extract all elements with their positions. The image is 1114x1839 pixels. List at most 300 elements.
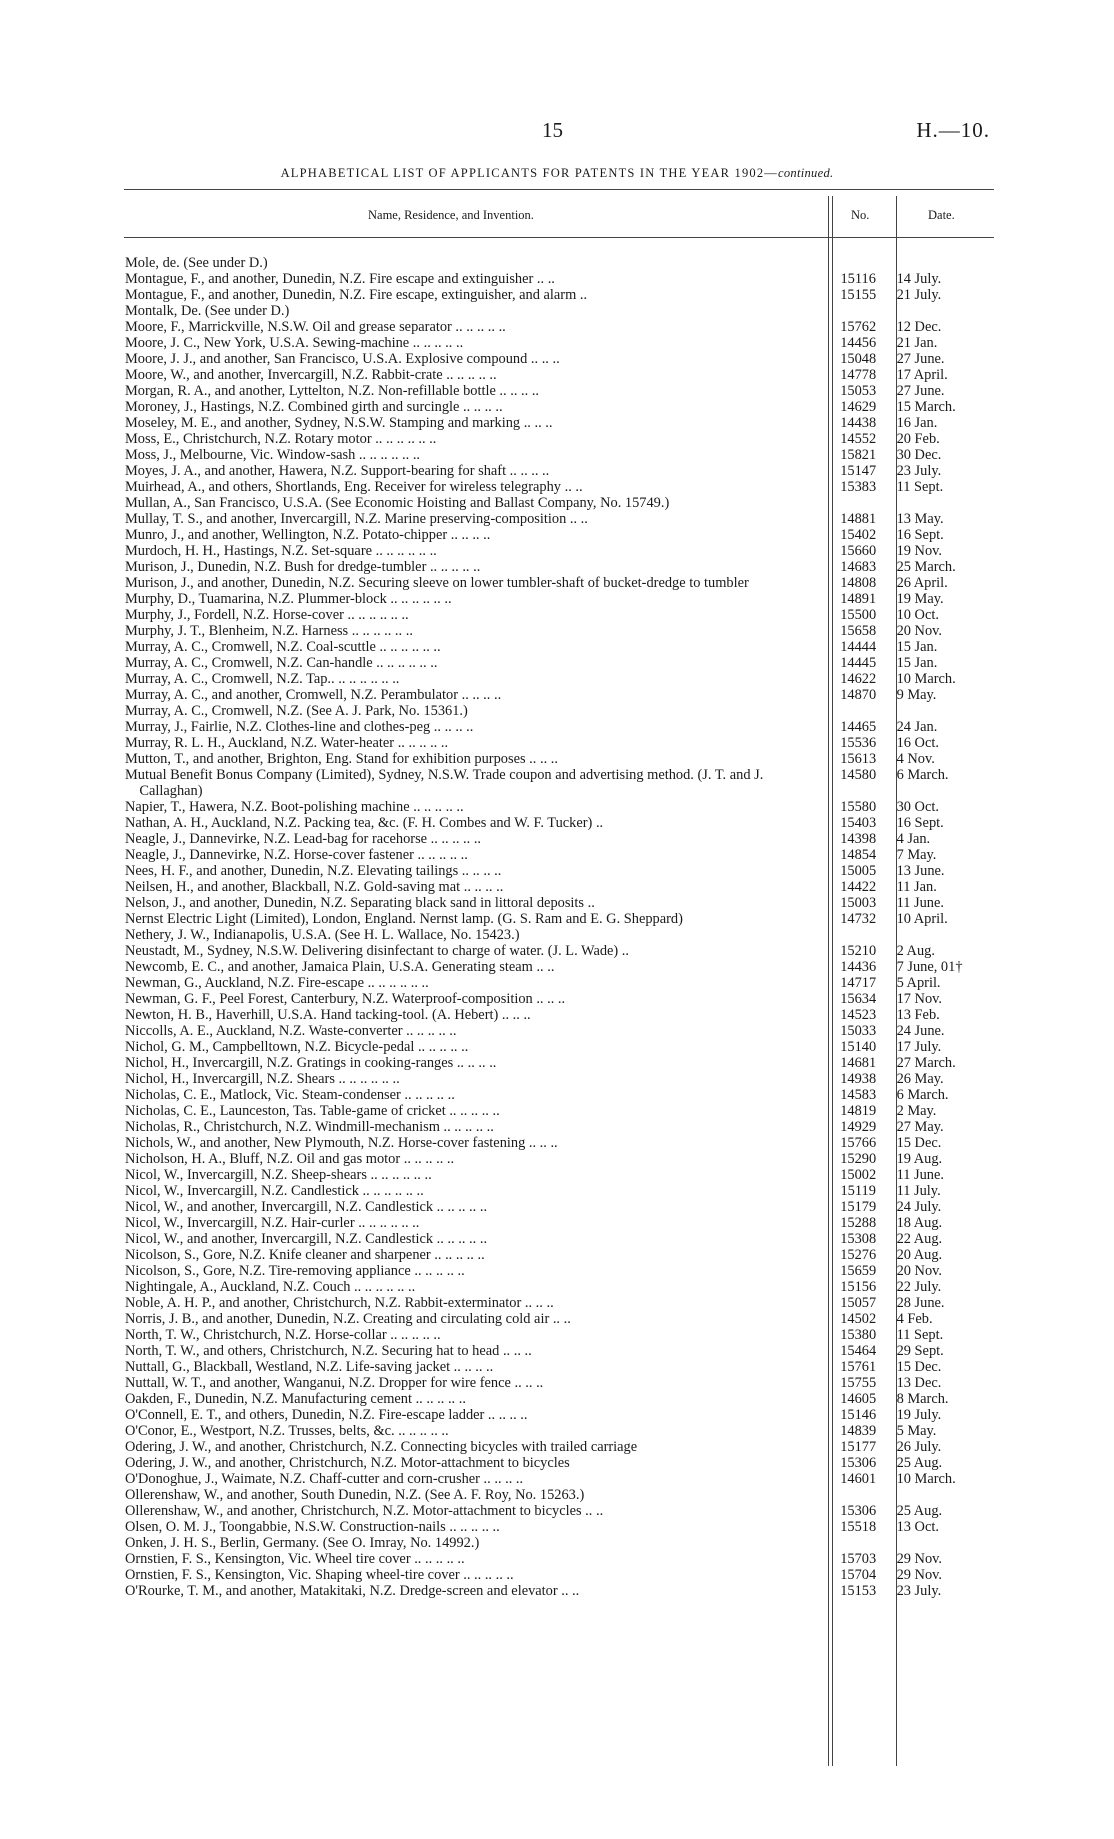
- applicant-entry: Murphy, J., Fordell, N.Z. Horse-cover .. .. .. .. .. ..: [125, 607, 409, 623]
- patent-number: 15536: [840, 735, 877, 751]
- patent-number: 15033: [840, 1023, 877, 1039]
- list-item: [125, 847, 965, 863]
- patent-number: 14398: [840, 831, 877, 847]
- patent-number: 15288: [840, 1215, 877, 1231]
- list-item: [125, 1551, 965, 1567]
- list-item: [125, 735, 965, 751]
- application-date: 11 Jan.: [896, 879, 937, 895]
- patent-number: 15755: [840, 1375, 877, 1391]
- application-date: 22 July.: [896, 1279, 942, 1295]
- patent-number: 15580: [840, 799, 877, 815]
- patent-number: 15308: [840, 1231, 877, 1247]
- list-item: [125, 1359, 965, 1375]
- application-date: 4 Jan.: [896, 831, 931, 847]
- list-item: [125, 655, 965, 671]
- patent-number: 14552: [840, 431, 877, 447]
- patent-number: 14622: [840, 671, 877, 687]
- list-item: [125, 1343, 965, 1359]
- list-item: [125, 1007, 965, 1023]
- application-date: 26 July.: [896, 1439, 942, 1455]
- header-bottom-rule: [124, 237, 994, 238]
- applicant-entry: Murison, J., Dunedin, N.Z. Bush for dredge-tumbler .. .. .. .. ..: [125, 559, 481, 575]
- patent-number: 15306: [840, 1503, 877, 1519]
- application-date: 20 Aug.: [896, 1247, 943, 1263]
- list-item: [125, 943, 965, 959]
- application-date: 24 Jan.: [896, 719, 938, 735]
- application-date: 19 July.: [896, 1407, 942, 1423]
- application-date: 25 Aug.: [896, 1503, 943, 1519]
- applicant-entry: Moore, F., Marrickville, N.S.W. Oil and grease separator .. .. .. .. ..: [125, 319, 506, 335]
- patent-number: 15057: [840, 1295, 877, 1311]
- applicant-entry: Nethery, J. W., Indianapolis, U.S.A. (See H. L. Wallace, No. 15423.): [125, 927, 520, 943]
- list-item: [125, 639, 965, 655]
- patent-number: 15306: [840, 1455, 877, 1471]
- applicant-entry: Muirhead, A., and others, Shortlands, Eng. Receiver for wireless telegraphy .. ..: [125, 479, 583, 495]
- list-item: [125, 1071, 965, 1087]
- list-item: [125, 927, 965, 943]
- applicant-entry: Nicol, W., and another, Invercargill, N.Z. Candlestick .. .. .. .. ..: [125, 1231, 488, 1247]
- patent-number: 15119: [840, 1183, 876, 1199]
- application-date: 10 March.: [896, 671, 956, 687]
- applicant-entry: Ollerenshaw, W., and another, South Dunedin, N.Z. (See A. F. Roy, No. 15263.): [125, 1487, 585, 1503]
- list-item: [125, 1215, 965, 1231]
- application-date: 6 March.: [896, 1087, 949, 1103]
- application-date: 7 May.: [896, 847, 937, 863]
- application-date: 25 March.: [896, 559, 956, 575]
- patent-number: 15116: [840, 271, 876, 287]
- list-item: [125, 1119, 965, 1135]
- list-item: [125, 399, 965, 415]
- patent-number: 15053: [840, 383, 877, 399]
- list-item: [125, 559, 965, 575]
- list-item: [125, 271, 965, 287]
- application-date: 5 May.: [896, 1423, 937, 1439]
- applicant-entry: Murray, R. L. H., Auckland, N.Z. Water-heater .. .. .. .. ..: [125, 735, 449, 751]
- application-date: 2 May.: [896, 1103, 937, 1119]
- patent-number: 14583: [840, 1087, 877, 1103]
- list-item: [125, 607, 965, 623]
- application-date: 26 April.: [896, 575, 948, 591]
- applicant-entry: Moore, J. J., and another, San Francisco, U.S.A. Explosive compound .. .. ..: [125, 351, 560, 367]
- list-item: [125, 975, 965, 991]
- list-item: [125, 1471, 965, 1487]
- applicant-entry: Ornstien, F. S., Kensington, Vic. Shaping wheel-tire cover .. .. .. .. ..: [125, 1567, 514, 1583]
- application-date: 6 March.: [896, 767, 949, 783]
- patent-number: 15048: [840, 351, 877, 367]
- list-item: [125, 815, 965, 831]
- list-item: [125, 1231, 965, 1247]
- applicant-entry: Nicol, W., Invercargill, N.Z. Candlestick .. .. .. .. .. ..: [125, 1183, 424, 1199]
- patent-number: 15383: [840, 479, 877, 495]
- applicant-entry: Murray, J., Fairlie, N.Z. Clothes-line and clothes-peg .. .. .. ..: [125, 719, 474, 735]
- patent-number: 14732: [840, 911, 877, 927]
- applicant-entry: Norris, J. B., and another, Dunedin, N.Z. Creating and circulating cold air .. ..: [125, 1311, 571, 1327]
- list-item: [125, 543, 965, 559]
- application-date: 9 May.: [896, 687, 937, 703]
- applicant-entry: Ollerenshaw, W., and another, Christchurch, N.Z. Motor-attachment to bicycles .. ..: [125, 1503, 604, 1519]
- applicant-entry: Neagle, J., Dannevirke, N.Z. Horse-cover fastener .. .. .. .. ..: [125, 847, 468, 863]
- list-item: [125, 1583, 965, 1599]
- patent-number: 15146: [840, 1407, 877, 1423]
- list-item: [125, 1375, 965, 1391]
- patent-number: 15380: [840, 1327, 877, 1343]
- list-item: [125, 863, 965, 879]
- list-item: [125, 911, 965, 927]
- list-item: [125, 1295, 965, 1311]
- applicant-entry: Ornstien, F. S., Kensington, Vic. Wheel tire cover .. .. .. .. ..: [125, 1551, 465, 1567]
- application-date: 30 Oct.: [896, 799, 939, 815]
- patent-number: 15005: [840, 863, 877, 879]
- applicant-entry: Neustadt, M., Sydney, N.S.W. Delivering disinfectant to charge of water. (J. L. Wade) ..: [125, 943, 629, 959]
- application-date: 16 Sept.: [896, 815, 944, 831]
- applicant-entry: Mutual Benefit Bonus Company (Limited), Sydney, N.S.W. Trade coupon and advertising method. (J. T. and J. Callaghan): [125, 767, 764, 799]
- applicant-entry: Oakden, F., Dunedin, N.Z. Manufacturing cement .. .. .. .. ..: [125, 1391, 466, 1407]
- application-date: 20 Feb.: [896, 431, 940, 447]
- patent-number: 14438: [840, 415, 877, 431]
- application-date: 11 July.: [896, 1183, 941, 1199]
- application-date: 29 Sept.: [896, 1343, 944, 1359]
- patent-number: 15147: [840, 463, 877, 479]
- applicant-entry: Nuttall, W. T., and another, Wanganui, N.Z. Dropper for wire fence .. .. ..: [125, 1375, 544, 1391]
- applicant-entry: Noble, A. H. P., and another, Christchurch, N.Z. Rabbit-exterminator .. .. ..: [125, 1295, 554, 1311]
- applicant-entry: O'Donoghue, J., Waimate, N.Z. Chaff-cutter and corn-crusher .. .. .. ..: [125, 1471, 524, 1487]
- column-header-name: Name, Residence, and Invention.: [368, 208, 534, 222]
- applicant-entry: Murdoch, H. H., Hastings, N.Z. Set-square .. .. .. .. .. ..: [125, 543, 437, 559]
- list-item: [125, 1311, 965, 1327]
- patent-number: 14601: [840, 1471, 877, 1487]
- applicant-entry: Nicholson, H. A., Bluff, N.Z. Oil and gas motor .. .. .. .. ..: [125, 1151, 455, 1167]
- application-date: 16 Sept.: [896, 527, 944, 543]
- applicant-entry: Mutton, T., and another, Brighton, Eng. Stand for exhibition purposes .. .. ..: [125, 751, 558, 767]
- patent-number: 14929: [840, 1119, 877, 1135]
- application-date: 16 Jan.: [896, 415, 938, 431]
- patent-number: 15659: [840, 1263, 877, 1279]
- patent-number: 14854: [840, 847, 877, 863]
- application-date: 24 June.: [896, 1023, 945, 1039]
- patent-number: 14580: [840, 767, 877, 783]
- patent-number: 14881: [840, 511, 877, 527]
- list-item: [125, 447, 965, 463]
- list-item: [125, 1519, 965, 1535]
- applicant-entry: Neilsen, H., and another, Blackball, N.Z. Gold-saving mat .. .. .. ..: [125, 879, 504, 895]
- patent-number: 15634: [840, 991, 877, 1007]
- applicant-entry: Nicolson, S., Gore, N.Z. Knife cleaner and sharpener .. .. .. .. ..: [125, 1247, 485, 1263]
- applicant-entry: Murphy, J. T., Blenheim, N.Z. Harness .. .. .. .. .. ..: [125, 623, 413, 639]
- patent-number: 14422: [840, 879, 877, 895]
- patent-number: 15762: [840, 319, 877, 335]
- application-date: 29 Nov.: [896, 1567, 942, 1583]
- applicant-entry: Olsen, O. M. J., Toongabbie, N.S.W. Construction-nails .. .. .. .. ..: [125, 1519, 500, 1535]
- patent-number: 15660: [840, 543, 877, 559]
- patent-number: 15761: [840, 1359, 877, 1375]
- patent-number: 15002: [840, 1167, 877, 1183]
- patent-number: 15177: [840, 1439, 877, 1455]
- patent-number: 14808: [840, 575, 877, 591]
- list-item: [125, 831, 965, 847]
- patent-number: 14465: [840, 719, 877, 735]
- application-date: 21 July.: [896, 287, 942, 303]
- application-date: 13 Dec.: [896, 1375, 942, 1391]
- applicant-entry: Murray, A. C., Cromwell, N.Z. Tap.. .. .. .. .. .. ..: [125, 671, 400, 687]
- application-date: 30 Dec.: [896, 447, 942, 463]
- application-date: 19 Aug.: [896, 1151, 943, 1167]
- list-item: [125, 1455, 965, 1471]
- patent-number: 15821: [840, 447, 877, 463]
- application-date: 26 May.: [896, 1071, 944, 1087]
- patent-number: 14605: [840, 1391, 877, 1407]
- patent-number: 14436: [840, 959, 877, 975]
- list-item: [125, 1151, 965, 1167]
- list-item: [125, 1199, 965, 1215]
- patent-number: 15500: [840, 607, 877, 623]
- patent-number: 15155: [840, 287, 877, 303]
- list-item: [125, 463, 965, 479]
- applicant-entry: Nicholas, C. E., Launceston, Tas. Table-game of cricket .. .. .. .. ..: [125, 1103, 500, 1119]
- applicant-entry: Murray, A. C., Cromwell, N.Z. (See A. J. Park, No. 15361.): [125, 703, 468, 719]
- application-date: 15 Jan.: [896, 655, 938, 671]
- list-title-main: ALPHABETICAL LIST OF APPLICANTS FOR PATENTS IN THE YEAR 1902—: [280, 166, 778, 180]
- list-item: [125, 799, 965, 815]
- application-date: 4 Feb.: [896, 1311, 933, 1327]
- patent-number: 14681: [840, 1055, 877, 1071]
- application-date: 23 July.: [896, 463, 942, 479]
- application-date: 16 Oct.: [896, 735, 939, 751]
- applicant-entry: Nuttall, G., Blackball, Westland, N.Z. Life-saving jacket .. .. .. ..: [125, 1359, 494, 1375]
- patent-number: 15518: [840, 1519, 877, 1535]
- applicant-entry: Nelson, J., and another, Dunedin, N.Z. Separating black sand in littoral deposits ..: [125, 895, 595, 911]
- list-item: [125, 1039, 965, 1055]
- applicant-entry: Nichol, H., Invercargill, N.Z. Shears .. .. .. .. .. ..: [125, 1071, 400, 1087]
- page-number: 15: [542, 118, 563, 142]
- application-date: 11 June.: [896, 1167, 944, 1183]
- list-item: [125, 1391, 965, 1407]
- application-date: 12 Dec.: [896, 319, 942, 335]
- applicant-entry: Murray, A. C., and another, Cromwell, N.Z. Perambulator .. .. .. ..: [125, 687, 502, 703]
- application-date: 8 March.: [896, 1391, 949, 1407]
- patent-number: 15153: [840, 1583, 877, 1599]
- list-item: [125, 319, 965, 335]
- applicant-entry: O'Connell, E. T., and others, Dunedin, N.Z. Fire-escape ladder .. .. .. ..: [125, 1407, 528, 1423]
- list-item: [125, 879, 965, 895]
- applicant-entry: Murphy, D., Tuamarina, N.Z. Plummer-block .. .. .. .. .. ..: [125, 591, 452, 607]
- patent-number: 15703: [840, 1551, 877, 1567]
- applicant-entry: Montague, F., and another, Dunedin, N.Z. Fire escape, extinguisher, and alarm ..: [125, 287, 588, 303]
- list-item: [125, 367, 965, 383]
- applicant-entry: North, T. W., and others, Christchurch, N.Z. Securing hat to head .. .. ..: [125, 1343, 532, 1359]
- applicant-entry: Newton, H. B., Haverhill, U.S.A. Hand tacking-tool. (A. Hebert) .. .. ..: [125, 1007, 531, 1023]
- applicant-entry: Nathan, A. H., Auckland, N.Z. Packing tea, &c. (F. H. Combes and W. F. Tucker) ..: [125, 815, 604, 831]
- application-date: 27 May.: [896, 1119, 944, 1135]
- applicant-entry: Moss, J., Melbourne, Vic. Window-sash .. .. .. .. .. ..: [125, 447, 421, 463]
- list-item: [125, 895, 965, 911]
- patent-number: 14629: [840, 399, 877, 415]
- application-date: 15 Dec.: [896, 1135, 942, 1151]
- application-date: 13 June.: [896, 863, 945, 879]
- list-title-continued: continued.: [778, 166, 834, 180]
- patent-number: 14870: [840, 687, 877, 703]
- application-date: 19 May.: [896, 591, 944, 607]
- applicant-entry: Neagle, J., Dannevirke, N.Z. Lead-bag for racehorse .. .. .. .. ..: [125, 831, 482, 847]
- applicant-entry: Moseley, M. E., and another, Sydney, N.S.W. Stamping and marking .. .. ..: [125, 415, 553, 431]
- list-item: [125, 1167, 965, 1183]
- list-item: [125, 415, 965, 431]
- applicant-entry: Nichols, W., and another, New Plymouth, N.Z. Horse-cover fastening .. .. ..: [125, 1135, 558, 1151]
- patent-number: 14445: [840, 655, 877, 671]
- patent-number: 15276: [840, 1247, 877, 1263]
- application-date: 20 Nov.: [896, 623, 942, 639]
- application-date: 27 June.: [896, 351, 945, 367]
- application-date: 17 April.: [896, 367, 948, 383]
- application-date: 21 Jan.: [896, 335, 938, 351]
- list-item: [125, 1535, 965, 1551]
- list-item: [125, 479, 965, 495]
- patent-number: 14717: [840, 975, 877, 991]
- list-item: [125, 287, 965, 303]
- applicant-entry: Nicolson, S., Gore, N.Z. Tire-removing appliance .. .. .. .. ..: [125, 1263, 465, 1279]
- list-item: [125, 1135, 965, 1151]
- list-item: [125, 687, 965, 703]
- patent-number: 15464: [840, 1343, 877, 1359]
- applicant-entry: Odering, J. W., and another, Christchurch, N.Z. Connecting bicycles with trailed carriage: [125, 1439, 638, 1455]
- patent-number: 15140: [840, 1039, 877, 1055]
- patent-number: 15704: [840, 1567, 877, 1583]
- list-item: [125, 671, 965, 687]
- patent-number: 14502: [840, 1311, 877, 1327]
- patent-number: 15290: [840, 1151, 877, 1167]
- list-item: [125, 751, 965, 767]
- applicant-entry: Odering, J. W., and another, Christchurch, N.Z. Motor-attachment to bicycles: [125, 1455, 570, 1471]
- applicant-entry: Mullay, T. S., and another, Invercargill, N.Z. Marine preserving-composition .. ..: [125, 511, 588, 527]
- patent-number: 15402: [840, 527, 877, 543]
- patent-number: 14683: [840, 559, 877, 575]
- application-date: 10 April.: [896, 911, 948, 927]
- list-item: [125, 1279, 965, 1295]
- applicant-entry: Newcomb, E. C., and another, Jamaica Plain, U.S.A. Generating steam .. ..: [125, 959, 555, 975]
- applicant-entry: Nicholas, R., Christchurch, N.Z. Windmill-mechanism .. .. .. .. ..: [125, 1119, 494, 1135]
- list-item: [125, 303, 965, 319]
- list-item: [125, 767, 965, 799]
- applicant-entry: North, T. W., Christchurch, N.Z. Horse-collar .. .. .. .. ..: [125, 1327, 441, 1343]
- patent-number: 14444: [840, 639, 877, 655]
- application-date: 27 March.: [896, 1055, 956, 1071]
- applicant-entry: Mole, de. (See under D.): [125, 255, 268, 271]
- application-date: 4 Nov.: [896, 751, 935, 767]
- application-date: 28 June.: [896, 1295, 945, 1311]
- application-date: 25 Aug.: [896, 1455, 943, 1471]
- patent-number: 15179: [840, 1199, 877, 1215]
- list-item: [125, 495, 965, 511]
- list-item: [125, 1327, 965, 1343]
- applicant-entry: Moss, E., Christchurch, N.Z. Rotary motor .. .. .. .. .. ..: [125, 431, 437, 447]
- list-item: [125, 1503, 965, 1519]
- application-date: 11 Sept.: [896, 479, 944, 495]
- patent-number: 14778: [840, 367, 877, 383]
- applicant-entry: Napier, T., Hawera, N.Z. Boot-polishing machine .. .. .. .. ..: [125, 799, 464, 815]
- application-date: 24 July.: [896, 1199, 942, 1215]
- application-date: 19 Nov.: [896, 543, 942, 559]
- list-item: [125, 351, 965, 367]
- patent-number: 14938: [840, 1071, 877, 1087]
- application-date: 17 July.: [896, 1039, 942, 1055]
- application-date: 13 Feb.: [896, 1007, 940, 1023]
- application-date: 7 June, 01†: [896, 959, 963, 975]
- application-date: 10 March.: [896, 1471, 956, 1487]
- application-date: 15 March.: [896, 399, 956, 415]
- document-code: H.—10.: [916, 118, 990, 142]
- list-item: [125, 1439, 965, 1455]
- list-item: [125, 1183, 965, 1199]
- header-top-rule: [124, 189, 994, 190]
- applicant-entry: Newman, G. F., Peel Forest, Canterbury, N.Z. Waterproof-composition .. .. ..: [125, 991, 566, 1007]
- patent-number: 15658: [840, 623, 877, 639]
- applicant-entry: Nichol, H., Invercargill, N.Z. Gratings in cooking-ranges .. .. .. ..: [125, 1055, 497, 1071]
- applicant-entry: Murray, A. C., Cromwell, N.Z. Coal-scuttle .. .. .. .. .. ..: [125, 639, 441, 655]
- list-item: [125, 383, 965, 399]
- application-date: 15 Dec.: [896, 1359, 942, 1375]
- list-item: [125, 1407, 965, 1423]
- applicant-entry: Nightingale, A., Auckland, N.Z. Couch .. .. .. .. .. ..: [125, 1279, 416, 1295]
- list-item: [125, 719, 965, 735]
- application-date: 10 Oct.: [896, 607, 939, 623]
- patent-number: 15003: [840, 895, 877, 911]
- list-item: [125, 1247, 965, 1263]
- patent-number: 15613: [840, 751, 877, 767]
- application-date: 5 April.: [896, 975, 941, 991]
- list-item: [125, 1487, 965, 1503]
- list-item: [125, 1103, 965, 1119]
- applicant-entry: Nernst Electric Light (Limited), London, England. Nernst lamp. (G. S. Ram and E. G. Sheppard): [125, 911, 683, 927]
- patent-number: 15403: [840, 815, 877, 831]
- applicant-entry: Moroney, J., Hastings, N.Z. Combined girth and surcingle .. .. .. ..: [125, 399, 503, 415]
- applicant-entry: Morgan, R. A., and another, Lyttelton, N.Z. Non-refillable bottle .. .. .. ..: [125, 383, 540, 399]
- list-item: [125, 511, 965, 527]
- list-item: [125, 1023, 965, 1039]
- list-item: [125, 623, 965, 639]
- application-date: 23 July.: [896, 1583, 942, 1599]
- applicant-entry: Nicol, W., Invercargill, N.Z. Sheep-shears .. .. .. .. .. ..: [125, 1167, 432, 1183]
- column-header-date: Date.: [928, 208, 955, 222]
- applicant-entry: O'Conor, E., Westport, N.Z. Trusses, belts, &c. .. .. .. .. ..: [125, 1423, 449, 1439]
- list-item: [125, 335, 965, 351]
- application-date: 11 Sept.: [896, 1327, 944, 1343]
- applicant-entry: Munro, J., and another, Wellington, N.Z. Potato-chipper .. .. .. ..: [125, 527, 491, 543]
- applicant-entry: Nichol, G. M., Campbelltown, N.Z. Bicycle-pedal .. .. .. .. ..: [125, 1039, 469, 1055]
- applicant-entry: Onken, J. H. S., Berlin, Germany. (See O. Imray, No. 14992.): [125, 1535, 480, 1551]
- applicant-entry: O'Rourke, T. M., and another, Matakitaki, N.Z. Dredge-screen and elevator .. ..: [125, 1583, 580, 1599]
- patent-number: 14819: [840, 1103, 877, 1119]
- application-date: 29 Nov.: [896, 1551, 942, 1567]
- applicant-entry: Moore, W., and another, Invercargill, N.Z. Rabbit-crate .. .. .. .. ..: [125, 367, 497, 383]
- applicant-entry: Nicol, W., and another, Invercargill, N.Z. Candlestick .. .. .. .. ..: [125, 1199, 488, 1215]
- application-date: 20 Nov.: [896, 1263, 942, 1279]
- applicant-entry: Moore, J. C., New York, U.S.A. Sewing-machine .. .. .. .. ..: [125, 335, 464, 351]
- application-date: 11 June.: [896, 895, 944, 911]
- list-item: [125, 255, 965, 271]
- patent-number: 14891: [840, 591, 877, 607]
- patent-number: 15210: [840, 943, 877, 959]
- list-item: [125, 1087, 965, 1103]
- list-item: [125, 959, 965, 975]
- application-date: 13 May.: [896, 511, 944, 527]
- patent-number: 14456: [840, 335, 877, 351]
- application-date: 18 Aug.: [896, 1215, 943, 1231]
- application-date: 15 Jan.: [896, 639, 938, 655]
- patent-number: 14839: [840, 1423, 877, 1439]
- application-date: 13 Oct.: [896, 1519, 939, 1535]
- applicant-entry: Moyes, J. A., and another, Hawera, N.Z. Support-bearing for shaft .. .. .. ..: [125, 463, 550, 479]
- applicant-entry: Newman, G., Auckland, N.Z. Fire-escape .. .. .. .. .. ..: [125, 975, 429, 991]
- list-item: [125, 1567, 965, 1583]
